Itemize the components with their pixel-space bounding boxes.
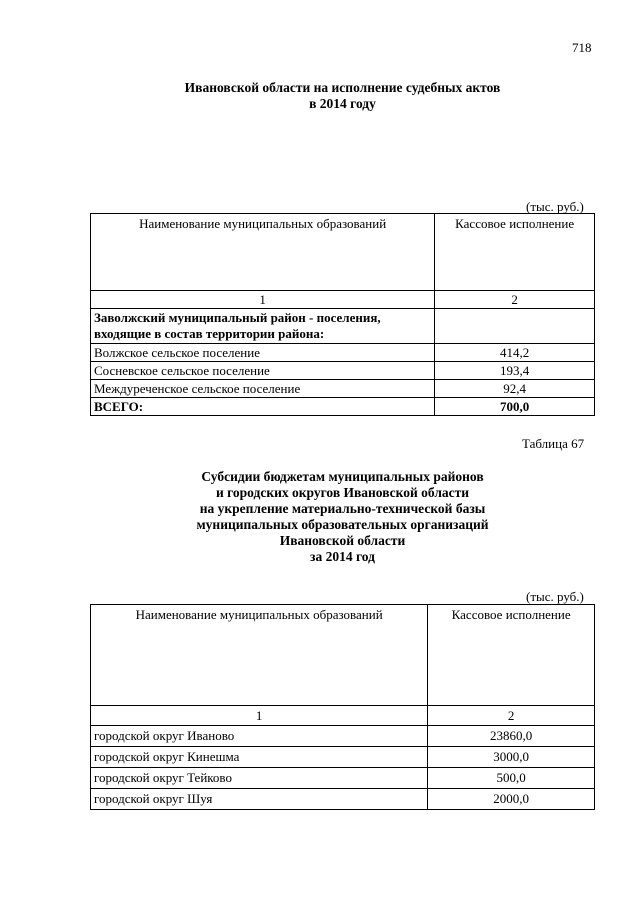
group-label-line: Заволжский муниципальный район - поселения, xyxy=(94,310,381,325)
row-value: 92,4 xyxy=(435,380,595,398)
header-value-cell: Кассовое исполнение xyxy=(435,214,595,291)
group-label xyxy=(91,309,435,344)
row-value: 414,2 xyxy=(435,344,595,362)
group-row xyxy=(91,309,595,344)
table-header-row xyxy=(91,605,595,706)
column-number: 1 xyxy=(91,291,435,309)
group-label-line: входящие в состав территории района: xyxy=(94,326,325,341)
header-name-cell: Наименование муниципальных образований xyxy=(91,605,428,706)
section2-title-line: на укрепление материально-технической базы xyxy=(199,501,486,516)
row-value: 500,0 xyxy=(428,768,595,789)
row-name: городской округ Кинешма xyxy=(91,747,428,768)
row-value: 23860,0 xyxy=(428,726,595,747)
table-row xyxy=(91,344,595,362)
table-header-row xyxy=(91,214,595,291)
section2-title-line: за 2014 год xyxy=(310,549,375,564)
section2-title-line: Ивановской области xyxy=(279,533,406,548)
header-value-cell: Кассовое исполнение xyxy=(428,605,595,706)
section2-title xyxy=(90,469,595,565)
row-name: городской округ Шуя xyxy=(91,789,428,810)
total-value: 700,0 xyxy=(435,398,595,416)
table-row xyxy=(91,768,595,789)
table-row xyxy=(91,747,595,768)
section1-units: (тыс. руб.) xyxy=(526,199,584,214)
column-number: 1 xyxy=(91,706,428,726)
row-name: Междуреченское сельское поселение xyxy=(91,380,435,398)
section2-title-line: и городских округов Ивановской области xyxy=(215,485,470,500)
section2-table xyxy=(90,604,595,810)
column-number-row xyxy=(91,291,595,309)
column-number-row xyxy=(91,706,595,726)
section2-title-line: муниципальных образовательных организаций xyxy=(196,517,489,532)
section2-units: (тыс. руб.) xyxy=(526,589,584,604)
total-row xyxy=(91,398,595,416)
table-row xyxy=(91,380,595,398)
table-row xyxy=(91,362,595,380)
section2-title-line: Субсидии бюджетам муниципальных районов xyxy=(201,469,484,484)
table-row xyxy=(91,726,595,747)
row-value: 2000,0 xyxy=(428,789,595,810)
section1-table xyxy=(90,213,595,416)
row-value: 3000,0 xyxy=(428,747,595,768)
table-row xyxy=(91,789,595,810)
column-number: 2 xyxy=(435,291,595,309)
row-value: 193,4 xyxy=(435,362,595,380)
group-value xyxy=(435,309,595,344)
section1-title xyxy=(90,80,595,112)
row-name: городской округ Иваново xyxy=(91,726,428,747)
column-number: 2 xyxy=(428,706,595,726)
header-name-cell: Наименование муниципальных образований xyxy=(91,214,435,291)
section1-title-line: Ивановской области на исполнение судебных актов xyxy=(184,80,501,95)
section1-title-line: в 2014 году xyxy=(309,96,376,111)
total-label: ВСЕГО: xyxy=(91,398,435,416)
row-name: Сосневское сельское поселение xyxy=(91,362,435,380)
row-name: городской округ Тейково xyxy=(91,768,428,789)
table-caption: Таблица 67 xyxy=(522,436,585,451)
page-number: 718 xyxy=(572,40,592,55)
row-name: Волжское сельское поселение xyxy=(91,344,435,362)
